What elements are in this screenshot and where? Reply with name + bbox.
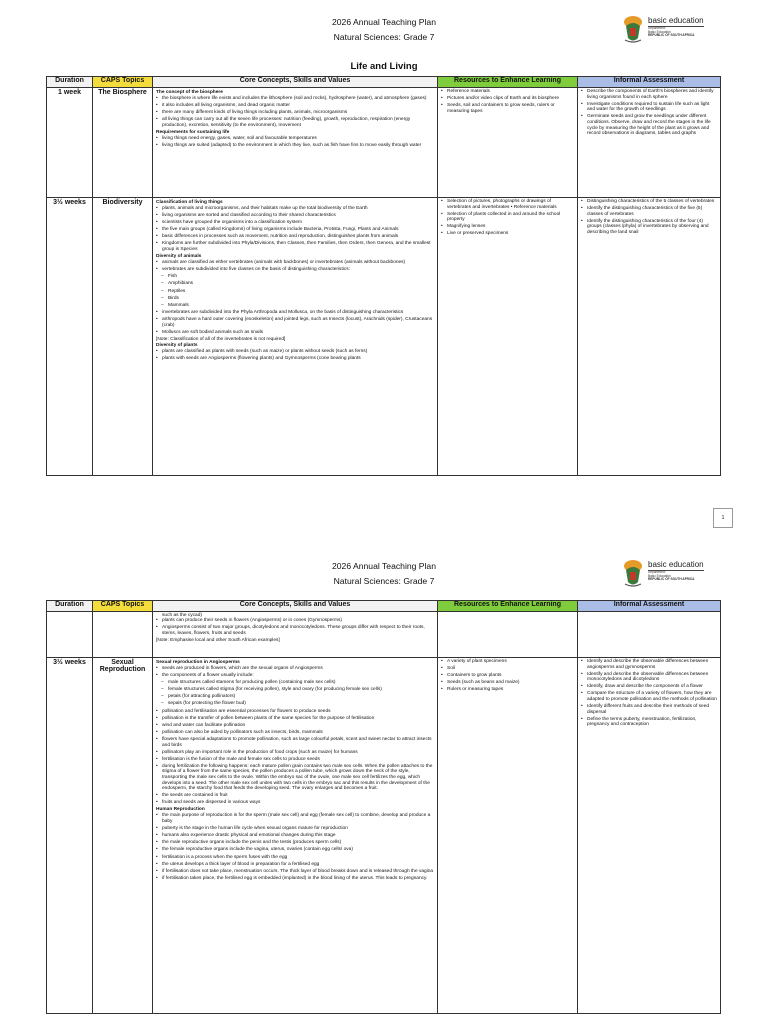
- row-informal-assessment: • Describe the components of Earth's biospheres and identify living organisms found in each sphere • Investigate conditions required to sustain life such as light and water for the growth of seedlings • Germinate seeds and grow the seedlings under different conditions. Observe, draw and record the stages in the life cycle by measuring the height of the plant as it grows and record observations in diagrams, tables and graphs: [578, 88, 721, 198]
- row-core-concepts: The concept of the biosphere • the biosphere is where life exists and includes the lithosphere (soil and rocks), hydrosphere (water), and atmosphere (gases) • it also includes all living organisms, and dead organic matter • there are many different kinds of living things including plants, animals, microorganisms • all living things can carry out all the seven life processes: nutrition (feeding), growth, reproduction, respiration (energy production), excretion, sensitivity (to the environment), movement Requirements for sustaining life • living things need energy, gases, water, soil and favourable temperatures • living things are suited (adapted) to the environment in which they live, such as fish have fins to move easily through water: [153, 88, 438, 198]
- plan-table-page2: [46, 600, 721, 1014]
- logo-sub: Department: Basic Education REPUBLIC OF SOUTH AFRICA: [648, 570, 695, 582]
- logo-brand: basic education: [648, 560, 704, 569]
- row-resources: • Reference materials • Pictures and/or video clips of Earth and its biosphere • Seeds, soil and containers to grow seeds, rulers or measuring tapes: [438, 88, 578, 198]
- table-row: [47, 198, 721, 476]
- header-core-concepts: Core Concepts, Skills and Values: [153, 77, 438, 88]
- header-caps-topics: CAPS Topics: [93, 601, 153, 612]
- header-resources: Resources to Enhance Learning: [438, 601, 578, 612]
- row-resources: • A variety of plant specimens • Soil • Containers to grow plants • Seeds (such as beans and maize) • Rulers or measuring tapes: [438, 658, 578, 1014]
- header-duration: Duration: [47, 601, 93, 612]
- row-duration: 3½ weeks: [47, 198, 93, 476]
- plan-title: 2026 Annual Teaching Plan: [331, 561, 436, 571]
- row-core-concepts: Classification of living things • plants, animals and microorganisms, and their habitats make up the total biodiversity of the Earth • living organisms are sorted and classified according to their shared characteristics • scientists have grouped the organisms into a classification system • the five main groups (called Kingdoms) of living organisms include Bacteria, Protista, Fungi, Plants and Animals • basic differences in processes such as movement, nutrition and reproduction, distinguishes plants from animals • Kingdoms are further subdivided into Phyla/Divisions, then Classes, then Families, then Orders, then Genera, and the smallest group is Species Diversity of animals • animals are classified as either vertebrates (animals with backbones) or invertebrates (animals without backbones) • vertebrates are subdivided into five classes on the basis of distinguishing characteristics: – Fish – Amphibians – Reptiles – Birds – Mammals • invertebrates are subdivided into the Phyla Arthropoda and Mollusca, on the basis of distinguishing characteristics • arthropods have a hard outer covering (exoskeleton) and jointed legs, such as Insects (locust), Arachnids (spider), Crustaceans (crab) • Molluscs are soft bodied animals such as snails [Note: Classification of all of the invertebrates is not required] Diversity of plants • plants are classified as plants with seeds (such as maize) or plants without seeds (such as ferns) • plants with seeds are Angiosperms (flowering plants) and Gymnosperms (cone bearing plants: [153, 198, 438, 476]
- note: [Note: Emphasise local and other South African examples]: [156, 637, 280, 643]
- header-duration: Duration: [47, 77, 93, 88]
- row-core-concepts: Sexual reproduction in Angiosperms • seeds are produced in flowers, which are the sexual organs of Angiosperms • the components of a flower usually include: – male structures called stamens for producing pollen (containing male sex cells) – female structures called stigma (for receiving pollen), style and ovary (for producing female sex cells) – petals (for attracting pollinators) – sepals (for protecting the flower bud) • pollination and fertilisation are essential processes for flowers to produce seeds • pollination is the transfer of pollen between plants of the same species for the purpose of fertilisation • wind and water can facilitate pollination • pollination can also be aided by pollinators such as insects, birds, mammals • flowers have special adaptations to promote pollination, such as large colourful petals, scent and sweet nectar to attract insects and birds • pollinators play an important role in the production of food crops (such as maize) for humans • fertilisation is the fusion of the male and female sex cells to produce seeds • during fertilization the following happens: each mature pollen grain contains two male sex cells. When the pollen attaches to the stigma of a flower from the same species, the pollen produces a pollen tube, which grows down the neck of the style, transporting the male sex cells to the ovule. Within the embryo sac of the ovule, one male sex cell fertilizes the egg, which develops into a seed. The other male sex cell unites with two cells in the embryo sac and this results in the development of the endosperm, the starchy food that feeds the developing seed. The ovary enlarges and becomes a fruit. • the seeds are contained in fruit • fruits and seeds are dispersed in various ways Human Reproduction • the main purpose of reproduction is for the sperm (male sex cell) and egg (female sex cell) to combine, develop and produce a baby • puberty is the stage in the human life cycle when sexual organs mature for reproduction • humans also experience drastic physical and emotional changes during this stage • the male reproductive organs include the penis and the testis (produces sperm cells) • the female reproductive organs include the vagina, uterus, ovaries (contain egg cells/ ova) • fertilisation is a process when the sperm fuses with the egg • the uterus develops a thick layer of blood in preparation for a fertilised egg • if fertilisation does not take place, menstruation occurs. The thick layer of blood breaks down and is released through the vagina • if fertilisation takes place, the fertilised egg is embedded (implanted) in the blood lining of the uterus. This leads to pregnancy.: [153, 658, 438, 1014]
- dbe-logo: [622, 14, 712, 48]
- table-row: [47, 612, 721, 658]
- header-resources: Resources to Enhance Learning: [438, 77, 578, 88]
- row-topic: Sexual Reproduction: [93, 658, 153, 1014]
- section-title: Life and Living: [350, 61, 418, 72]
- row-duration: 3½ weeks: [47, 658, 93, 1014]
- row-informal-assessment: • Identify and describe the observable differences between angiosperms and gymnosperms • Identify and describe the observable differences between monocotyledons and dicotyledons • Identify, draw and describe the components of a flower • Compare the structure of a variety of flowers, how they are adapted to promote pollination and the methods of pollination • Identify different fruits and describe their methods of seed dispersal • Define the terms puberty, menstruation, fertilization, pregnancy and contraception: [578, 658, 721, 1014]
- note: [Note: Classification of all of the invertebrates is not required]: [156, 336, 286, 342]
- row-core-continuation: such as the cycad) • plants can produce their seeds in flowers (Angiosperms) or in cones (Gymnosperms) • Angiosperms consist of two major groups, dicotyledons and monocotyledons. These groups differ with respect to their roots, stems, leaves, flowers, fruits and seeds [Note: Emphasise local and other South African examples]: [153, 612, 438, 658]
- logo-sub: Department: Basic Education REPUBLIC OF SOUTH AFRICA: [648, 26, 695, 38]
- row-topic: Biodiversity: [93, 198, 153, 476]
- plan-subtitle: Natural Sciences: Grade 7: [333, 32, 435, 42]
- header-caps-topics: CAPS Topics: [93, 77, 153, 88]
- dbe-logo: [622, 558, 712, 592]
- plan-title: 2026 Annual Teaching Plan: [331, 17, 436, 27]
- header-core-concepts: Core Concepts, Skills and Values: [153, 601, 438, 612]
- row-resources: • Selection of pictures, photographs or drawings of vertebrates and invertebrates • Reference materials • Selection of plants collected in and around the school property • Magnifying lenses • Live or preserved specimens: [438, 198, 578, 476]
- row-topic: The Biosphere: [93, 88, 153, 198]
- plan-subtitle: Natural Sciences: Grade 7: [333, 576, 435, 586]
- table-row: [47, 88, 721, 198]
- plan-table-page1: [46, 76, 721, 476]
- coat-of-arms-icon: [622, 14, 644, 44]
- coat-of-arms-icon: [622, 558, 644, 588]
- page-number: 1: [713, 508, 733, 528]
- logo-brand: basic education: [648, 16, 704, 25]
- row-duration: 1 week: [47, 88, 93, 198]
- header-informal-assessment: Informal Assessment: [578, 601, 721, 612]
- table-row: [47, 658, 721, 1014]
- header-informal-assessment: Informal Assessment: [578, 77, 721, 88]
- row-informal-assessment: • Distinguishing characteristics of the 5 classes of vertebrates • Identify the distinguishing characteristics of the five (5) classes of vertebrates • Identify the distinguishing characteristics of the four (4) groups (classes /phyla) of invertebrates by observing and describing the land snail: [578, 198, 721, 476]
